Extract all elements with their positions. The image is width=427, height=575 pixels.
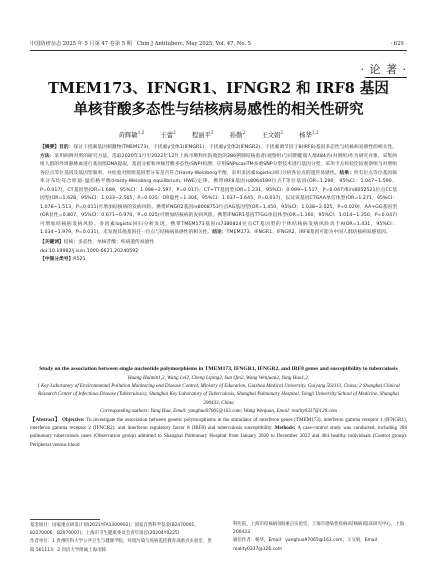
keywords-label: 【关键词】	[40, 240, 64, 246]
objective-label: 【摘要】目的：	[40, 145, 74, 150]
doi[interactable]: doi:10.19982/j.issn.1000-6621.20240592	[40, 248, 139, 254]
objective-text: 探讨干扰素基因刺激物(TMEM173)、干扰素γ受体1(IFNGR1)、干扰素γ受体2(IFNGR2)、干扰素调节因子8(IRF8)基因多态性与结核病易感性的相关性。	[73, 145, 397, 150]
methods-text-en: A case-control study was conducted, including 286 pulmonary tuberculosis cases (Observation group) admitted to Shanghai Pulmonary Hospital from January 2020 to December 2022 and 484 healthy individuals (Control group). Peripheral venous blood	[30, 425, 407, 448]
author: 杨华$^{1,2}$	[299, 129, 319, 139]
conclusion-text: TMEM173、IFNGR1、IFNGR2、IRF8基因可能为中国人群结核病易感基因。	[226, 230, 391, 236]
english-abstract-body	[30, 416, 407, 450]
abstract-label: 【Abstract】	[30, 416, 61, 423]
methods-label: 方法：	[40, 153, 55, 159]
footnote-left	[30, 519, 214, 555]
objective-text-en: To investigate the association between genetic polymorphisms in the stimulator of interferon genes (TMEM173), interferon gamma receptor 1 (IFNGR1), interferon gamma receptor 2 (IFNGR2), and interferon regulatory factor 8 (IRF8) and tuberculosis susceptibility.	[30, 416, 407, 432]
affiliation-note-cont: 科医院，上海市结核病(肺)重点实验室，上海市感染性疾病(结核病)临床研究中心，上海 200433	[233, 522, 405, 536]
article-title	[30, 78, 407, 120]
english-corresponding: Corresponding authors: Yang Hua, Email: yanghua97065@163.com; Wang Wenjuan, Email: reality0337@126.com	[100, 408, 337, 415]
clc-label: 【中图分类号】	[40, 257, 74, 263]
keywords-text: 结核；多态性，单核苷酸；疾病遗传易感性	[63, 240, 155, 246]
header-journal-info: 中国防痨杂志 2025 年 5 月第 47 卷第 5 期 Chin J Antituberc, May 2025, Vol. 47, No. 5	[30, 41, 251, 47]
footnote-right	[233, 521, 407, 554]
author: 黄辉敏$^{1,2}$	[118, 129, 145, 139]
column-tag: · 论 著 ·	[360, 63, 407, 76]
english-authors: Huang Huimin1,2, Wang Lei2, Cheng Liping2, Sun Qin2, Wang Wenjuan2, Yang Hua1,2.	[127, 374, 310, 381]
running-header	[30, 40, 407, 51]
english-title: Study on the association between single nucleotide polymorphisms in TMEM173, IFNGR1, IFNGR2, and IRF8 genes and susceptibility to tuberculosis	[39, 366, 398, 372]
clc-line	[40, 256, 397, 265]
abstract-cn-body	[40, 144, 397, 238]
conclusion-label: 结论：	[212, 230, 227, 236]
author: 孙勤$^2$	[229, 129, 246, 139]
page-number: · 629 ·	[390, 41, 407, 47]
methods-text: 采用病例对照的研究方法，选取2020年1月至2022年12月上海市肺科医院收治的286例肺结核患者(观察组)与同期健康人群484名(对照组)作为研究对象，采集两组人群的外周静脉血进行基因组DNA提取，基因分析和单核苷酸多态性(SNP)检测；应用SNPscanTM多重SNP分型技术进行基因分型，采用卡方检验比较观察组与对照组各位点等位基因及基因型频率，并检验对照组基因型分布是否符合Hardy-Weinberg平衡，采用多因素logistic回归分析各位点的遗传易感性。	[40, 153, 397, 176]
author-list	[30, 130, 407, 139]
methods-label-en: Methods:	[274, 425, 296, 432]
title-line-2: 单核苷酸多态性与结核病易感性的相关性研究	[73, 101, 364, 118]
corresponding-note: 通信作者：杨华，Email：yanghua97065@163.com；王文娟，Email：reality0337@126.com	[233, 538, 382, 552]
author: 王蕾$^2$	[160, 129, 176, 139]
author: 王文娟$^2$	[261, 129, 284, 139]
author: 程丽平$^2$	[191, 129, 214, 139]
english-affiliation: 1 Key Laboratory of Environmental Pollution Monitoring and Disease Control, Ministry of Education, Guizhou Medical University, Guiyang 561113, China; 2 Shanghai Clinical Research Center of Infectious Disease (Tuberculosis), Shanghai Key Laboratory of Tuberculosis, Shanghai Pulmonary Hospital, Tongji University School of Medicine, Shanghai 200433, China	[37, 383, 400, 406]
doi-line	[40, 248, 397, 257]
title-line-1: TMEM173、IFNGR1、IFNGR2 和 IRF8 基因	[48, 80, 389, 97]
funding-note: 基金项目：国家重点研发计划(2021YFA1300902)；国家自然科学基金(82470001，82270006，82070007)；上海市卫生健康委员会青年项目(20204Y0225)	[30, 523, 199, 537]
affiliation-note: 作者单位：1 贵州医科大学公共卫生与健康学院，环境污染与疾病监控教育部重点实验室，贵阳 561113；2 同济大学附属上海市肺	[30, 539, 212, 553]
footnote-divider	[30, 519, 100, 520]
english-abstract	[30, 365, 407, 449]
keywords-line	[40, 239, 397, 248]
results-label: 结果：	[339, 170, 354, 176]
chinese-abstract	[40, 144, 397, 265]
results-text: 所有位点等位基因频率分布均符合哈迪-温伯格平衡(Hardy-Weinberg equilibrium, HWE)定律。携带IRF8基因rs8064189位点T等位基因(OR=1.290，95%CI：1.047~1.590，P=0.017)、CT基因型(OR=1.689，95%CI：1.098~2.597，P=0.017)、CT+TT基因型(OR=1.231，95%CI：0.999~1.517，P=0.047)和rs8052521位点CC基因型(OR=1.628，95%CI：1.033~2.565，P=0.035；OR隐性=1.304，95%CI：1.037~1.645，P=0.037)，以及该基因CTGAA单倍体型(OR=1.271，95%CI：1.078~1.513，P=0.011)可增加结核病的发病风险。携带IFNGR2基因rs8008753位点AG基因型(OR=1.450，95%CI：1.038~2.025，P=0.029)、AA+GG基因型(OR显性=0.807，95%CI：0.671~0.970，P=0.025)可增加结核病的发病风险。携带IFNGR1基因TTGG单倍体型(OR=1.160，95%CI：1.014~1.350，P=0.047)可增加结核病发病风险。多因素logistic回归分析发现，携带TMEM173基因rs7380824位点CT基因型的个体结核病发病风险高于A(OR=1.431，95%CI：1.034~1.979，P=0.031)，未发现其他基因任一位点与结核病易感性的相关性。	[40, 170, 397, 236]
objective-label-en: Objective:	[62, 416, 85, 423]
clc-code: R521	[73, 257, 86, 263]
